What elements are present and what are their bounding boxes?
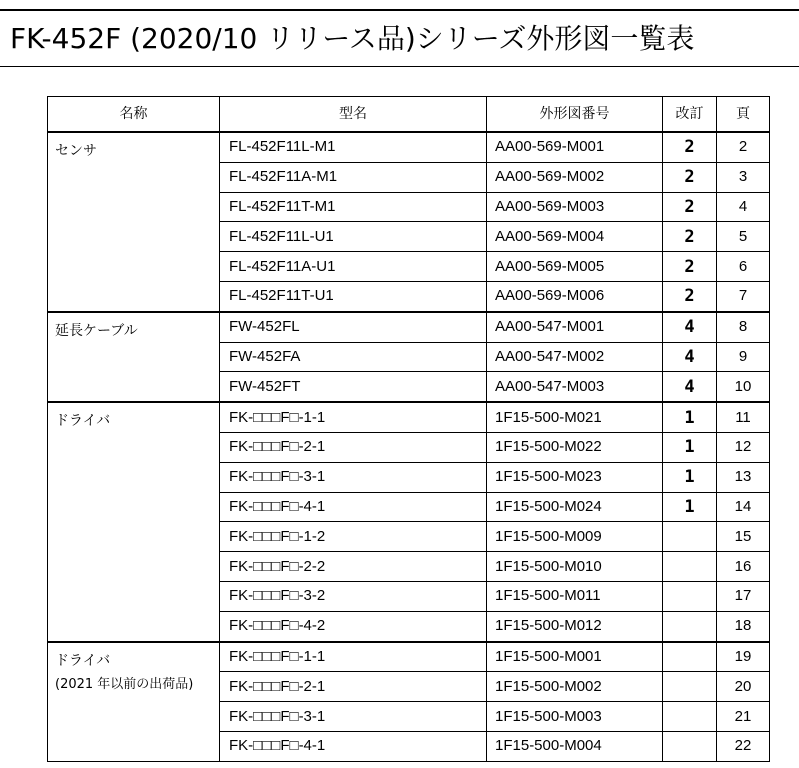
page-cell: 6 bbox=[717, 252, 770, 282]
drawing-number-cell: 1F15-500-M012 bbox=[487, 611, 663, 641]
drawing-number-cell: 1F15-500-M002 bbox=[487, 672, 663, 702]
revision-cell: 1 bbox=[663, 402, 717, 432]
model-cell: FL-452F11A-U1 bbox=[220, 252, 487, 282]
page-cell: 18 bbox=[717, 611, 770, 641]
drawing-number-cell: AA00-569-M002 bbox=[487, 162, 663, 192]
page-title: FK-452F (2020/10 リリース品)シリーズ外形図一覧表 bbox=[10, 22, 695, 55]
page-cell: 14 bbox=[717, 492, 770, 522]
model-cell: FL-452F11A-M1 bbox=[220, 162, 487, 192]
model-cell: FK-□□□F□-3-1 bbox=[220, 702, 487, 732]
revision-cell bbox=[663, 642, 717, 672]
model-cell: FL-452F11L-U1 bbox=[220, 222, 487, 252]
header-category: 名称 bbox=[48, 97, 220, 133]
category-cell bbox=[48, 402, 220, 641]
model-cell: FK-□□□F□-3-2 bbox=[220, 581, 487, 611]
model-cell: FK-□□□F□-1-2 bbox=[220, 522, 487, 552]
model-cell: FK-□□□F□-1-1 bbox=[220, 642, 487, 672]
revision-cell bbox=[663, 522, 717, 552]
page-cell: 13 bbox=[717, 462, 770, 492]
category-cell bbox=[48, 312, 220, 402]
model-cell: FL-452F11T-U1 bbox=[220, 281, 487, 311]
page-cell: 10 bbox=[717, 372, 770, 402]
model-cell: FK-□□□F□-3-1 bbox=[220, 462, 487, 492]
page-cell: 4 bbox=[717, 192, 770, 222]
page-cell: 17 bbox=[717, 581, 770, 611]
table-row bbox=[48, 402, 770, 432]
model-cell: FW-452FT bbox=[220, 372, 487, 402]
header-drawing-number: 外形図番号 bbox=[487, 97, 663, 133]
revision-cell bbox=[663, 731, 717, 761]
category-label: 延長ケーブル bbox=[55, 322, 138, 339]
drawing-number-cell: AA00-569-M003 bbox=[487, 192, 663, 222]
model-cell: FL-452F11T-M1 bbox=[220, 192, 487, 222]
page-cell: 9 bbox=[717, 342, 770, 372]
page-cell: 2 bbox=[717, 132, 770, 162]
page-cell: 8 bbox=[717, 312, 770, 342]
drawing-number-cell: AA00-569-M004 bbox=[487, 222, 663, 252]
header-revision: 改訂 bbox=[663, 97, 717, 133]
table-row bbox=[48, 642, 770, 672]
drawing-number-cell: AA00-547-M002 bbox=[487, 342, 663, 372]
title-bottom-rule bbox=[0, 66, 799, 67]
drawing-number-cell: 1F15-500-M001 bbox=[487, 642, 663, 672]
drawing-number-cell: 1F15-500-M010 bbox=[487, 552, 663, 582]
page-cell: 7 bbox=[717, 281, 770, 311]
model-cell: FK-□□□F□-2-1 bbox=[220, 672, 487, 702]
revision-cell: 2 bbox=[663, 132, 717, 162]
page-cell: 15 bbox=[717, 522, 770, 552]
revision-cell: 4 bbox=[663, 312, 717, 342]
drawing-number-cell: 1F15-500-M009 bbox=[487, 522, 663, 552]
category-label: センサ bbox=[55, 143, 97, 159]
page-cell: 3 bbox=[717, 162, 770, 192]
table-header-row bbox=[48, 97, 770, 133]
revision-cell: 2 bbox=[663, 192, 717, 222]
category-note: (2021 年以前の出荷品) bbox=[55, 676, 194, 692]
revision-cell: 4 bbox=[663, 342, 717, 372]
revision-cell: 1 bbox=[663, 492, 717, 522]
drawing-number-cell: AA00-547-M003 bbox=[487, 372, 663, 402]
page-cell: 21 bbox=[717, 702, 770, 732]
revision-cell: 1 bbox=[663, 432, 717, 462]
drawing-number-cell: 1F15-500-M022 bbox=[487, 432, 663, 462]
revision-cell: 2 bbox=[663, 281, 717, 311]
category-cell bbox=[48, 642, 220, 762]
table-row bbox=[48, 132, 770, 162]
revision-cell: 2 bbox=[663, 222, 717, 252]
drawing-number-cell: 1F15-500-M004 bbox=[487, 731, 663, 761]
table-body bbox=[48, 132, 770, 761]
page-cell: 5 bbox=[717, 222, 770, 252]
model-cell: FK-□□□F□-4-1 bbox=[220, 731, 487, 761]
revision-cell bbox=[663, 611, 717, 641]
category-cell bbox=[48, 132, 220, 312]
drawing-number-cell: 1F15-500-M011 bbox=[487, 581, 663, 611]
page-cell: 11 bbox=[717, 402, 770, 432]
model-cell: FK-□□□F□-2-2 bbox=[220, 552, 487, 582]
revision-cell: 1 bbox=[663, 462, 717, 492]
revision-cell bbox=[663, 552, 717, 582]
drawing-number-cell: 1F15-500-M003 bbox=[487, 702, 663, 732]
model-cell: FK-□□□F□-2-1 bbox=[220, 432, 487, 462]
revision-cell bbox=[663, 581, 717, 611]
drawing-number-cell: 1F15-500-M021 bbox=[487, 402, 663, 432]
page-cell: 12 bbox=[717, 432, 770, 462]
revision-cell: 2 bbox=[663, 162, 717, 192]
drawing-number-cell: AA00-569-M005 bbox=[487, 252, 663, 282]
page-cell: 22 bbox=[717, 731, 770, 761]
page-cell: 19 bbox=[717, 642, 770, 672]
drawing-number-cell: AA00-569-M001 bbox=[487, 132, 663, 162]
page-cell: 16 bbox=[717, 552, 770, 582]
drawing-list-table bbox=[47, 96, 770, 762]
revision-cell bbox=[663, 672, 717, 702]
model-cell: FL-452F11L-M1 bbox=[220, 132, 487, 162]
model-cell: FW-452FL bbox=[220, 312, 487, 342]
header-model: 型名 bbox=[220, 97, 487, 133]
model-cell: FW-452FA bbox=[220, 342, 487, 372]
page-cell: 20 bbox=[717, 672, 770, 702]
revision-cell: 2 bbox=[663, 252, 717, 282]
revision-cell: 4 bbox=[663, 372, 717, 402]
model-cell: FK-□□□F□-1-1 bbox=[220, 402, 487, 432]
model-cell: FK-□□□F□-4-2 bbox=[220, 611, 487, 641]
table-row bbox=[48, 312, 770, 342]
category-label: ドライバ bbox=[55, 413, 111, 430]
header-page: 頁 bbox=[717, 97, 770, 133]
title-top-rule bbox=[0, 9, 799, 11]
revision-cell bbox=[663, 702, 717, 732]
drawing-number-cell: AA00-547-M001 bbox=[487, 312, 663, 342]
category-label: ドライバ bbox=[55, 652, 111, 669]
drawing-number-cell: AA00-569-M006 bbox=[487, 281, 663, 311]
drawing-number-cell: 1F15-500-M023 bbox=[487, 462, 663, 492]
drawing-number-cell: 1F15-500-M024 bbox=[487, 492, 663, 522]
model-cell: FK-□□□F□-4-1 bbox=[220, 492, 487, 522]
